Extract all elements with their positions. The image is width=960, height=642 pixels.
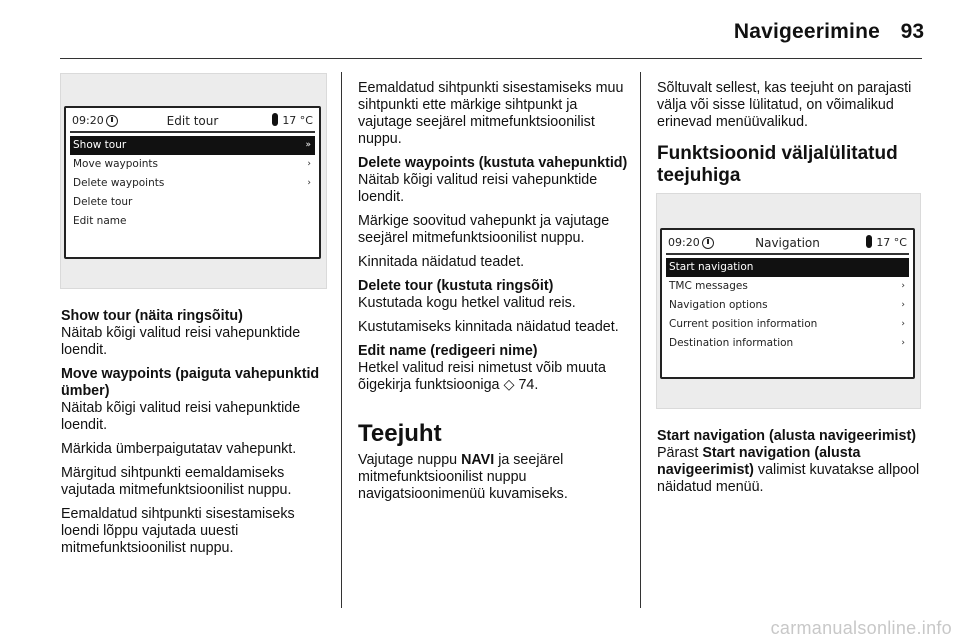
display-temperature — [272, 111, 313, 131]
display-title: Edit tour — [166, 114, 219, 128]
text-remove-waypoint: Märgitud sihtpunkti eemaldamiseks vajutada mitmefunktsioonilist nuppu. — [61, 465, 292, 498]
text-navi-button: Vajutage nuppu NAVI ja seejärel mitmefunktsioonilist nuppu navigatsioonimenüü kuvamiseks. — [358, 452, 568, 502]
thermometer-icon — [866, 235, 872, 248]
edit-tour-screenshot — [60, 73, 327, 289]
column-divider-1 — [341, 72, 342, 608]
text-delete-tour: Kustutada kogu hetkel valitud reis. — [358, 295, 576, 311]
navigation-screenshot — [656, 193, 921, 409]
text-show-tour: Näitab kõigi valitud reisi vahepunktide loendit. — [61, 325, 301, 358]
chevron-right-icon: › — [901, 300, 905, 310]
heading-move-waypoints: Move waypoints (paiguta vahepunktid ümber) — [61, 366, 320, 399]
heading-start-navigation: Start navigation (alusta navigeerimist) — [657, 428, 916, 444]
heading-edit-name: Edit name (redigeeri nime) — [358, 343, 538, 359]
display-status-bar — [70, 111, 315, 133]
column-1 — [61, 308, 336, 564]
column-2 — [358, 80, 634, 510]
menu-item-label: Move waypoints — [73, 158, 158, 170]
text-menu-options: Sõltuvalt sellest, kas teejuht on parajasti välja või sisse lülitatud, on võimalikud erinevad menüüvalikud. — [657, 80, 912, 130]
page-reference: 74. — [518, 377, 539, 393]
temperature-value: 17 °C — [876, 236, 907, 249]
menu-item-label: Edit name — [73, 215, 127, 227]
text-select-waypoint: Märkige soovitud vahepunkt ja vajutage seejärel mitmefunktsioonilist nuppu. — [358, 213, 610, 246]
section-title-teejuht: Teejuht — [358, 420, 442, 447]
heading-show-tour: Show tour (näita ringsõitu) — [61, 308, 243, 324]
column-3 — [657, 80, 925, 203]
chevron-right-icon: › — [901, 281, 905, 291]
chevron-right-icon: › — [307, 178, 311, 188]
menu-item-label: Destination information — [669, 337, 794, 349]
menu-item[interactable] — [666, 334, 909, 353]
display-title: Navigation — [755, 236, 820, 250]
text-confirm-message: Kinnitada näidatud teadet. — [358, 254, 525, 270]
page-reference-icon: ◇ — [503, 377, 515, 393]
page-header-title: Navigeerimine — [733, 20, 880, 43]
menu-item[interactable] — [70, 155, 315, 174]
menu-item[interactable] — [666, 258, 909, 277]
text-confirm-delete: Kustutamiseks kinnitada näidatud teadet. — [358, 319, 619, 335]
chevron-right-icon: › — [901, 319, 905, 329]
menu-item-label: Delete tour — [73, 196, 133, 208]
menu-item[interactable] — [666, 315, 909, 334]
navi-key-label: NAVI — [461, 452, 495, 468]
menu-item-label: Show tour — [73, 139, 127, 151]
column-3-lower — [657, 428, 925, 503]
display-status-bar — [666, 233, 909, 255]
text-start-navigation: Pärast Start navigation (alusta navigeerimist) valimist kuvatakse allpool näidatud menüü. — [657, 445, 920, 495]
watermark: carmanualsonline.info — [770, 618, 952, 638]
chevron-right-icon: › — [307, 159, 311, 169]
text-mark-waypoint: Märkida ümberpaigutatav vahepunkt. — [61, 441, 297, 457]
edit-tour-menu — [70, 136, 315, 231]
menu-item-label: Start navigation — [669, 261, 754, 273]
menu-item-label: Navigation options — [669, 299, 768, 311]
column-divider-2 — [640, 72, 641, 608]
menu-item-label: Current position information — [669, 318, 818, 330]
chevron-right-icon: › — [901, 338, 905, 348]
heading-delete-waypoints: Delete waypoints (kustuta vahepunktid) — [358, 155, 628, 171]
display-temperature — [866, 233, 907, 253]
menu-item[interactable] — [666, 296, 909, 315]
page-number: 93 — [900, 20, 924, 43]
display-time: 09:20 — [668, 236, 700, 249]
display-time: 09:20 — [72, 114, 104, 127]
header-rule — [60, 58, 922, 59]
menu-item[interactable] — [70, 193, 315, 212]
edit-tour-display — [64, 106, 321, 259]
heading-delete-tour: Delete tour (kustuta ringsõit) — [358, 278, 554, 294]
menu-item[interactable] — [666, 277, 909, 296]
text-edit-name: Hetkel valitud reisi nimetust võib muuta õigekirja funktsiooniga ◇ 74. — [358, 360, 606, 393]
menu-item[interactable] — [70, 136, 315, 155]
thermometer-icon — [272, 113, 278, 126]
subhead-guidance-off: Funktsioonid väljalülitatud teejuhiga — [657, 143, 898, 186]
chevron-right-icon: » — [305, 140, 311, 150]
text-insert-waypoint-end: Eemaldatud sihtpunkti sisestamiseks loendi lõppu vajutada uuesti mitmefunktsioonilist nuppu. — [61, 506, 295, 556]
text-delete-waypoints: Näitab kõigi valitud reisi vahepunktide loendit. — [358, 172, 598, 205]
menu-item-label: Delete waypoints — [73, 177, 165, 189]
navigation-display — [660, 228, 915, 379]
temperature-value: 17 °C — [282, 114, 313, 127]
menu-item-label: TMC messages — [669, 280, 748, 292]
navigation-menu — [666, 258, 909, 353]
menu-item[interactable] — [70, 174, 315, 193]
text-move-waypoints: Näitab kõigi valitud reisi vahepunktide loendit. — [61, 400, 301, 433]
text-insert-waypoint-before: Eemaldatud sihtpunkti sisestamiseks muu sihtpunkti ette märkige sihtpunkt ja vajutage seejärel mitmefunktsioonilist nuppu. — [358, 80, 624, 147]
menu-item[interactable] — [70, 212, 315, 231]
